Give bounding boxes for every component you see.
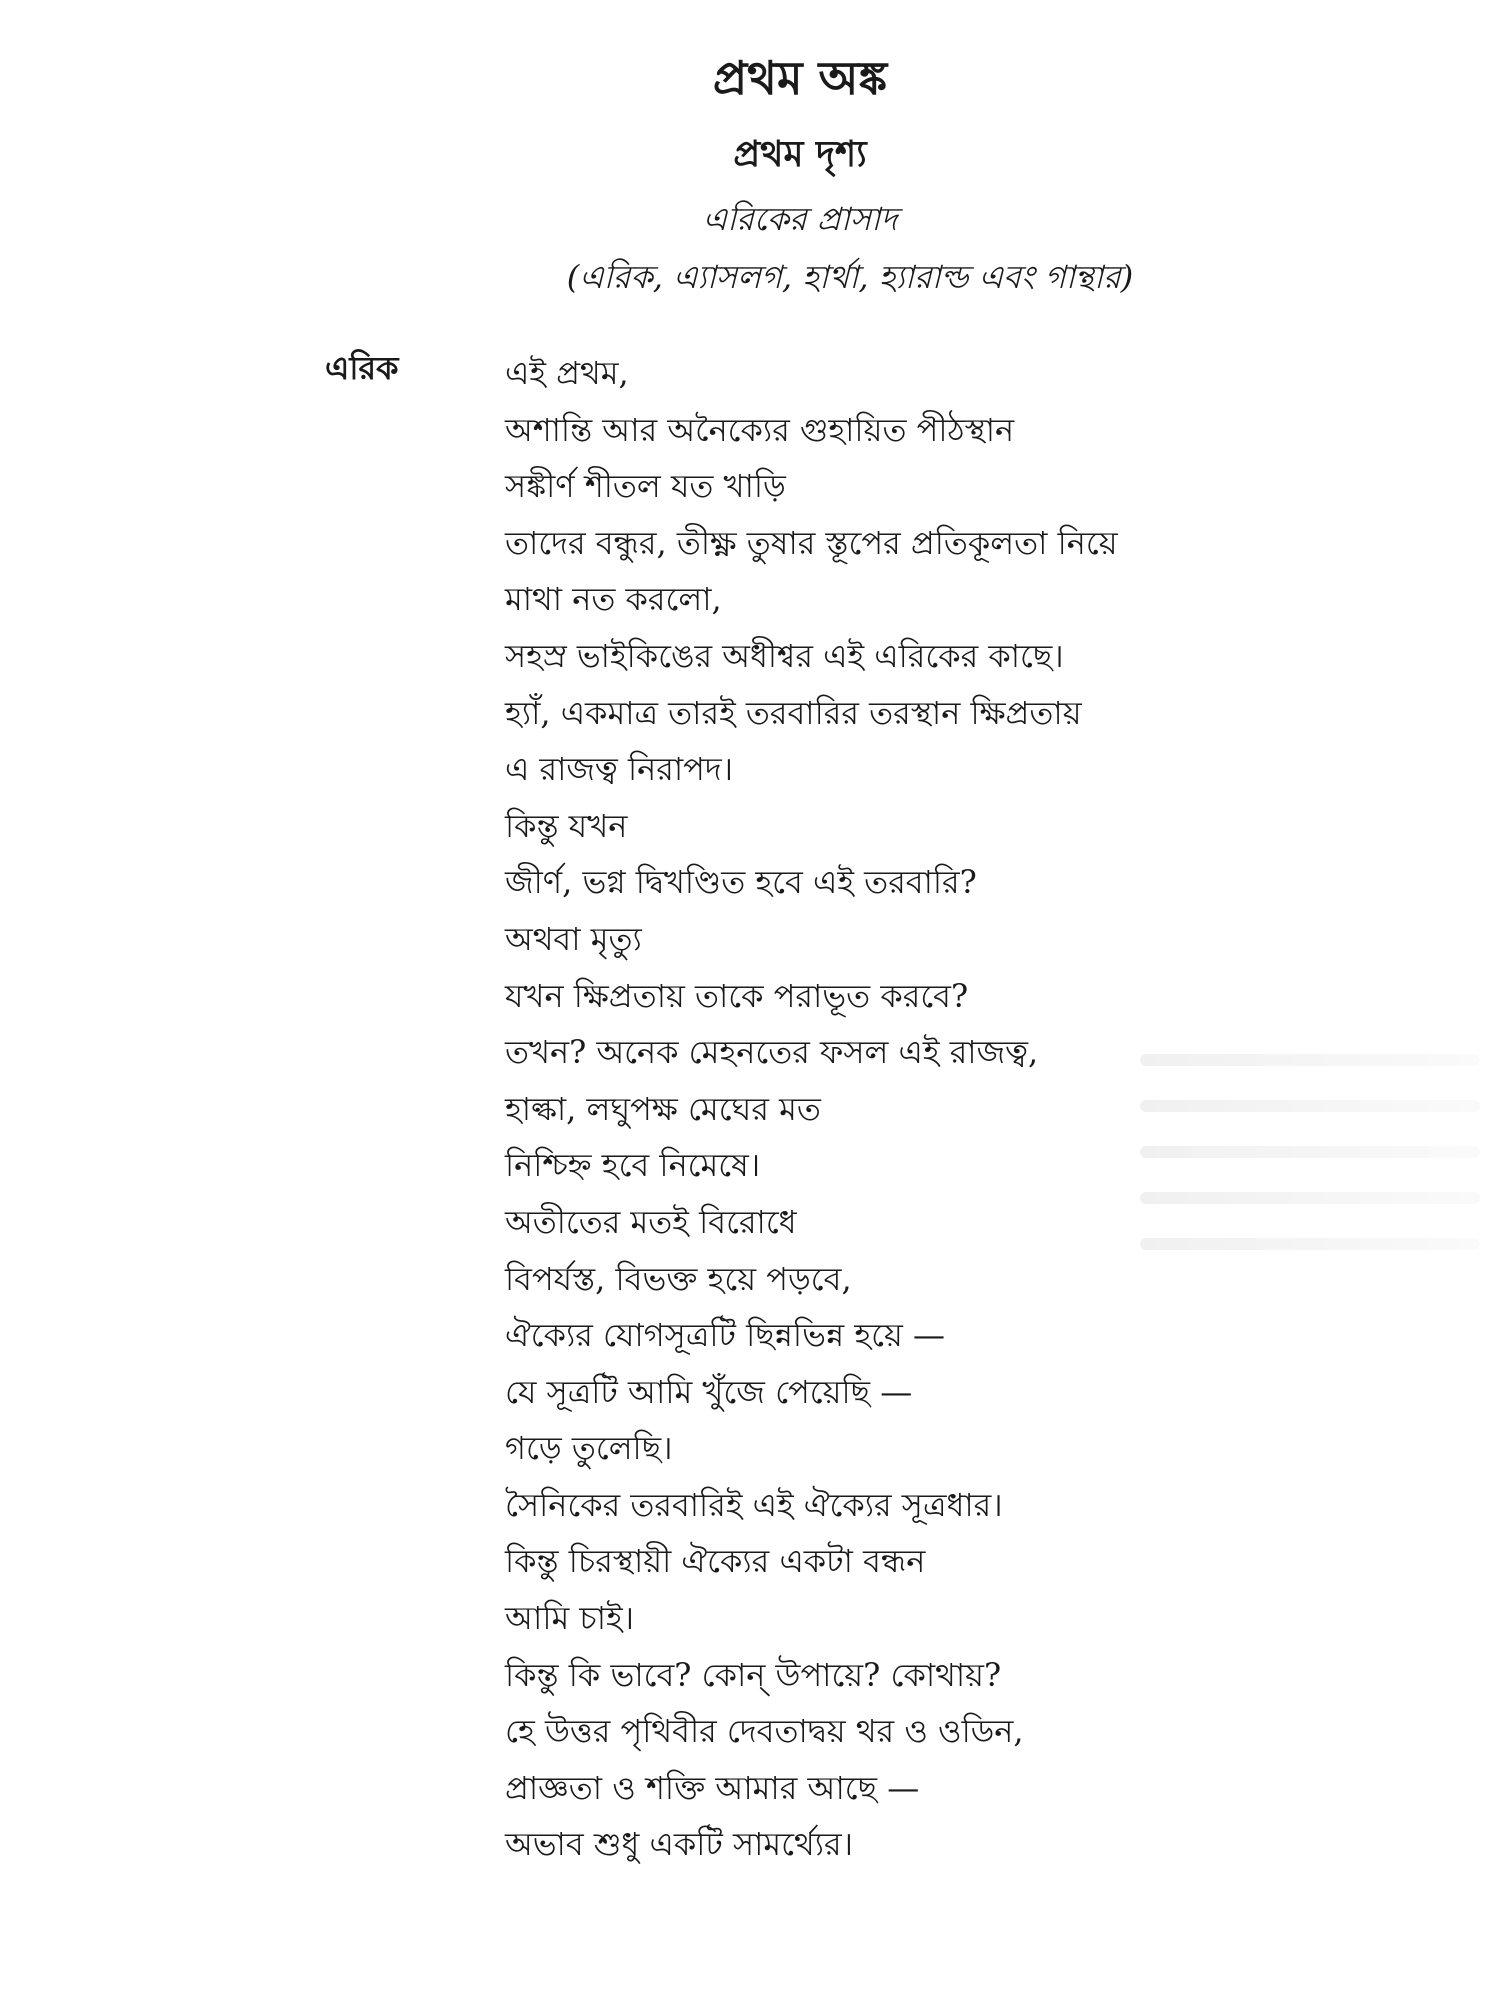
verse-line: জীর্ণ, ভগ্ন দ্বিখণ্ডিত হবে এই তরবারি? — [505, 863, 977, 902]
verse-line: তাদের বন্ধুর, তীক্ষ্ণ তুষার স্তূপের প্রতিকূলতা নিয়ে — [505, 523, 1118, 562]
verse-line: সঙ্কীর্ণ শীতল যত খাড়ি — [505, 467, 786, 506]
verse-line: যখন ক্ষিপ্রতায় তাকে পরাভূত করবে? — [505, 976, 969, 1015]
scene-title: প্রথম দৃশ্য — [733, 133, 867, 175]
verse-line: গড়ে তুলেছি। — [505, 1429, 673, 1468]
verse-line: মাথা নত করলো, — [505, 580, 722, 619]
verse-line: প্রাজ্ঞতা ও শক্তি আমার আছে — — [505, 1768, 920, 1807]
verse-line: হে উত্তর পৃথিবীর দেবতাদ্বয় থর ও ওডিন, — [505, 1712, 1024, 1751]
verse-line: অতীতের মতই বিরোধে — [505, 1202, 797, 1241]
act-title: প্রথম অঙ্ক — [712, 51, 888, 105]
verse-line: এই প্রথম, — [505, 354, 629, 392]
verse-line: এ রাজত্ব নিরাপদ। — [505, 750, 734, 789]
verse-line: কিন্তু চিরস্থায়ী ঐক্যের একটা বন্ধন — [505, 1542, 926, 1581]
verse-line: বিপর্যস্ত, বিভক্ত হয়ে পড়বে, — [505, 1259, 852, 1298]
speaker-name: এরিক — [325, 349, 399, 387]
verse-line: সহস্র ভাইকিঙের অধীশ্বর এই এরিকের কাছে। — [505, 636, 1064, 675]
verse-line: হ্যাঁ, একমাত্র তারই তরবারির তরস্থান ক্ষিপ্রতায় — [505, 693, 1082, 732]
verse-line: নিশ্চিহ্ন হবে নিমেষে। — [505, 1146, 761, 1185]
verse-line: সৈনিকের তরবারিই এই ঐক্যের সূত্রধার। — [505, 1485, 1003, 1524]
verse-line: হাল্কা, লঘুপক্ষ মেঘের মত — [505, 1089, 821, 1128]
scene-setting: এরিকের প্রাসাদ — [702, 200, 898, 238]
verse-line: তখন? অনেক মেহনতের ফসল এই রাজত্ব, — [505, 1033, 1039, 1072]
verse-line: কিন্তু যখন — [505, 806, 628, 845]
verse-line: কিন্তু কি ভাবে? কোন্ উপায়ে? কোথায়? — [505, 1655, 1002, 1694]
verse-line: যে সূত্রটি আমি খুঁজে পেয়েছি — — [505, 1372, 913, 1411]
verse-line: অথবা মৃত্যু — [505, 919, 642, 958]
verse-line: আমি চাই। — [505, 1599, 635, 1638]
verse-line: অভাব শুধু একটি সামর্থ্যের। — [505, 1825, 854, 1864]
characters-list: (এরিক, এ্যাসলগ, হার্থা, হ্যারাল্ড এবং গান্থার) — [566, 258, 1134, 296]
verse-line: ঐক্যের যোগসূত্রটি ছিন্নভিন্ন হয়ে — — [505, 1316, 946, 1355]
verse-line: অশান্তি আর অনৈক্যের গুহায়িত পীঠস্থান — [505, 410, 1015, 449]
verse-lines — [505, 345, 1305, 1873]
